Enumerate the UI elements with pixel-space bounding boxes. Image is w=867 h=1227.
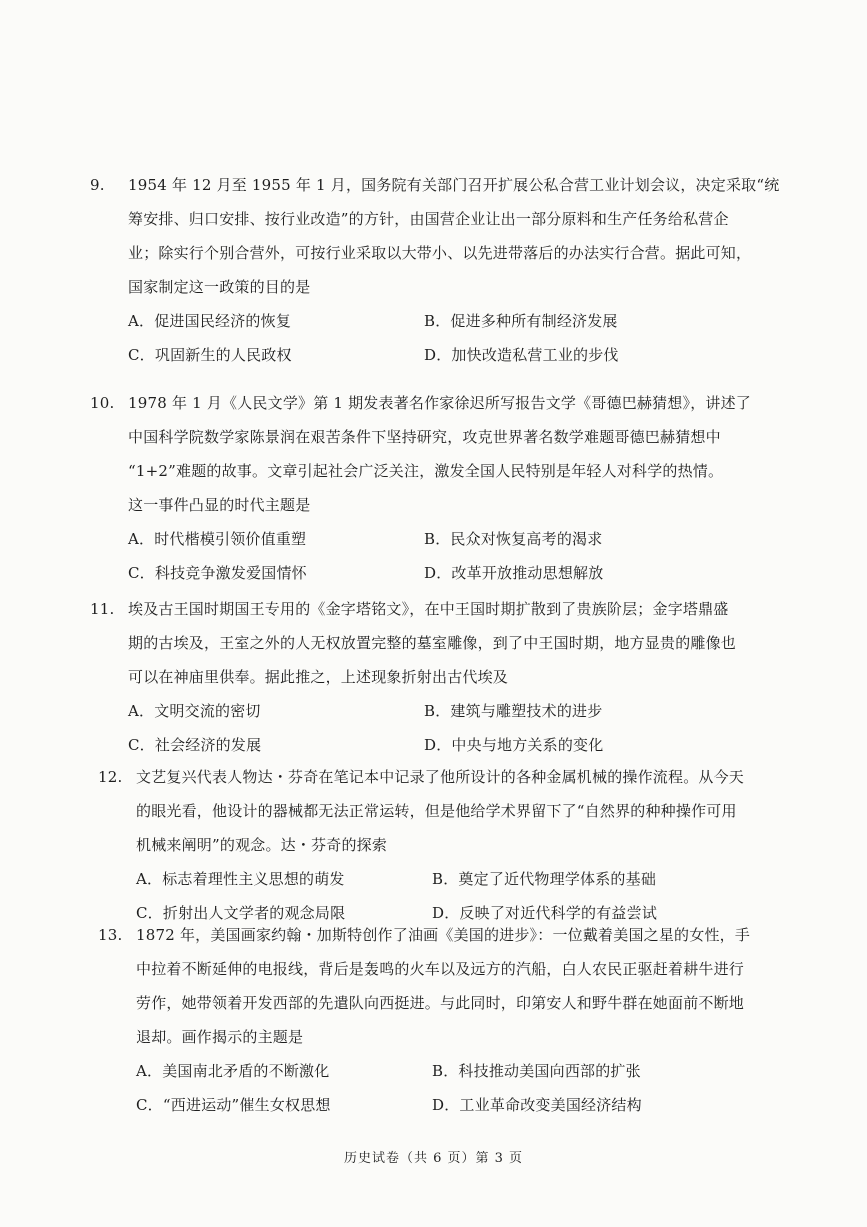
option-c: C．折射出人文学者的观念局限: [136, 904, 346, 922]
stem-line: 期的古埃及，王室之外的人无权放置完整的墓室雕像，到了中王国时期，地方显贵的雕像也: [128, 634, 737, 652]
question-11: [90, 592, 736, 762]
question-9: [90, 168, 779, 372]
option-b: B．建筑与雕塑技术的进步: [424, 702, 603, 720]
question-number: 11.: [90, 600, 115, 618]
option-c: C．“西进运动”催生女权思想: [136, 1096, 331, 1114]
option-c: C．社会经济的发展: [128, 736, 262, 754]
option-a: A．促进国民经济的恢复: [128, 312, 292, 330]
question-stem: [128, 592, 736, 694]
question-stem: [128, 386, 751, 522]
stem-line: 退却。画作揭示的主题是: [136, 1028, 304, 1046]
question-number: 13.: [98, 926, 123, 944]
stem-line: 筹安排、归口安排、按行业改造”的方针，由国营企业让出一部分原料和生产任务给私营企: [128, 210, 729, 228]
question-stem: [128, 168, 779, 304]
question-number: 12.: [98, 768, 123, 786]
stem-line: 1872 年，美国画家约翰・加斯特创作了油画《美国的进步》：一位戴着美国之星的女性，手: [136, 926, 751, 944]
stem-line: 中拉着不断延伸的电报线，背后是轰鸣的火车以及远方的汽船，白人农民正驱赶着耕牛进行: [136, 960, 745, 978]
stem-line: 的眼光看，他设计的器械都无法正常运转，但是他给学术界留下了“自然界的种种操作可用: [136, 802, 737, 820]
option-b: B．科技推动美国向西部的扩张: [432, 1062, 641, 1080]
question-stem: [136, 760, 744, 862]
question-13: [98, 918, 750, 1122]
page-footer: 历史试卷（共 6 页）第 3 页: [343, 1151, 524, 1166]
option-c: C．巩固新生的人民政权: [128, 346, 292, 364]
stem-line: 业；除实行个别合营外，可按行业采取以大带小、以先进带落后的办法实行合营。据此可知，: [128, 244, 752, 262]
stem-line: 可以在神庙里供奉。据此推之，上述现象折射出古代埃及: [128, 668, 509, 686]
question-number: 10.: [90, 394, 115, 412]
option-d: D．加快改造私营工业的步伐: [424, 346, 619, 364]
stem-line: 埃及古王国时期国王专用的《金字塔铭文》，在中王国时期扩散到了贵族阶层；金字塔鼎盛: [128, 600, 729, 618]
option-d: D．改革开放推动思想解放: [424, 564, 604, 582]
question-number: 9.: [90, 176, 105, 194]
stem-line: 这一事件凸显的时代主题是: [128, 496, 311, 514]
options: [128, 694, 736, 762]
options: [128, 522, 751, 590]
options: [136, 1054, 750, 1122]
question-10: [90, 386, 751, 590]
option-d: D．工业革命改变美国经济结构: [432, 1096, 642, 1114]
options: [128, 304, 779, 372]
option-b: B．民众对恢复高考的渴求: [424, 530, 603, 548]
option-d: D．中央与地方关系的变化: [424, 736, 604, 754]
option-c: C．科技竞争激发爱国情怀: [128, 564, 307, 582]
stem-line: 国家制定这一政策的目的是: [128, 278, 311, 296]
option-a: A．时代楷模引领价值重塑: [128, 530, 307, 548]
question-12: [98, 760, 744, 930]
question-stem: [136, 918, 750, 1054]
stem-line: “1+2”难题的故事。文章引起社会广泛关注，激发全国人民特别是年轻人对科学的热情。: [128, 462, 724, 480]
stem-line: 劳作，她带领着开发西部的先遣队向西挺进。与此同时，印第安人和野牛群在她面前不断地: [136, 994, 745, 1012]
option-b: B．奠定了近代物理学体系的基础: [432, 870, 657, 888]
option-d: D．反映了对近代科学的有益尝试: [432, 904, 658, 922]
stem-line: 机械来阐明”的观念。达・芬奇的探索: [136, 836, 388, 854]
stem-line: 文艺复兴代表人物达・芬奇在笔记本中记录了他所设计的各种金属机械的操作流程。从今天: [136, 768, 745, 786]
option-b: B．促进多种所有制经济发展: [424, 312, 618, 330]
option-a: A．标志着理性主义思想的萌发: [136, 870, 345, 888]
stem-line: 1978 年 1 月《人民文学》第 1 期发表著名作家徐迟所写报告文学《哥德巴赫猜想》，讲述了: [128, 394, 752, 412]
stem-line: 中国科学院数学家陈景润在艰苦条件下坚持研究，攻克世界著名数学难题哥德巴赫猜想中: [128, 428, 721, 446]
option-a: A．文明交流的密切: [128, 702, 261, 720]
option-a: A．美国南北矛盾的不断激化: [136, 1062, 330, 1080]
stem-line: 1954 年 12 月至 1955 年 1 月，国务院有关部门召开扩展公私合营工业计划会议，决定采取“统: [128, 176, 780, 194]
